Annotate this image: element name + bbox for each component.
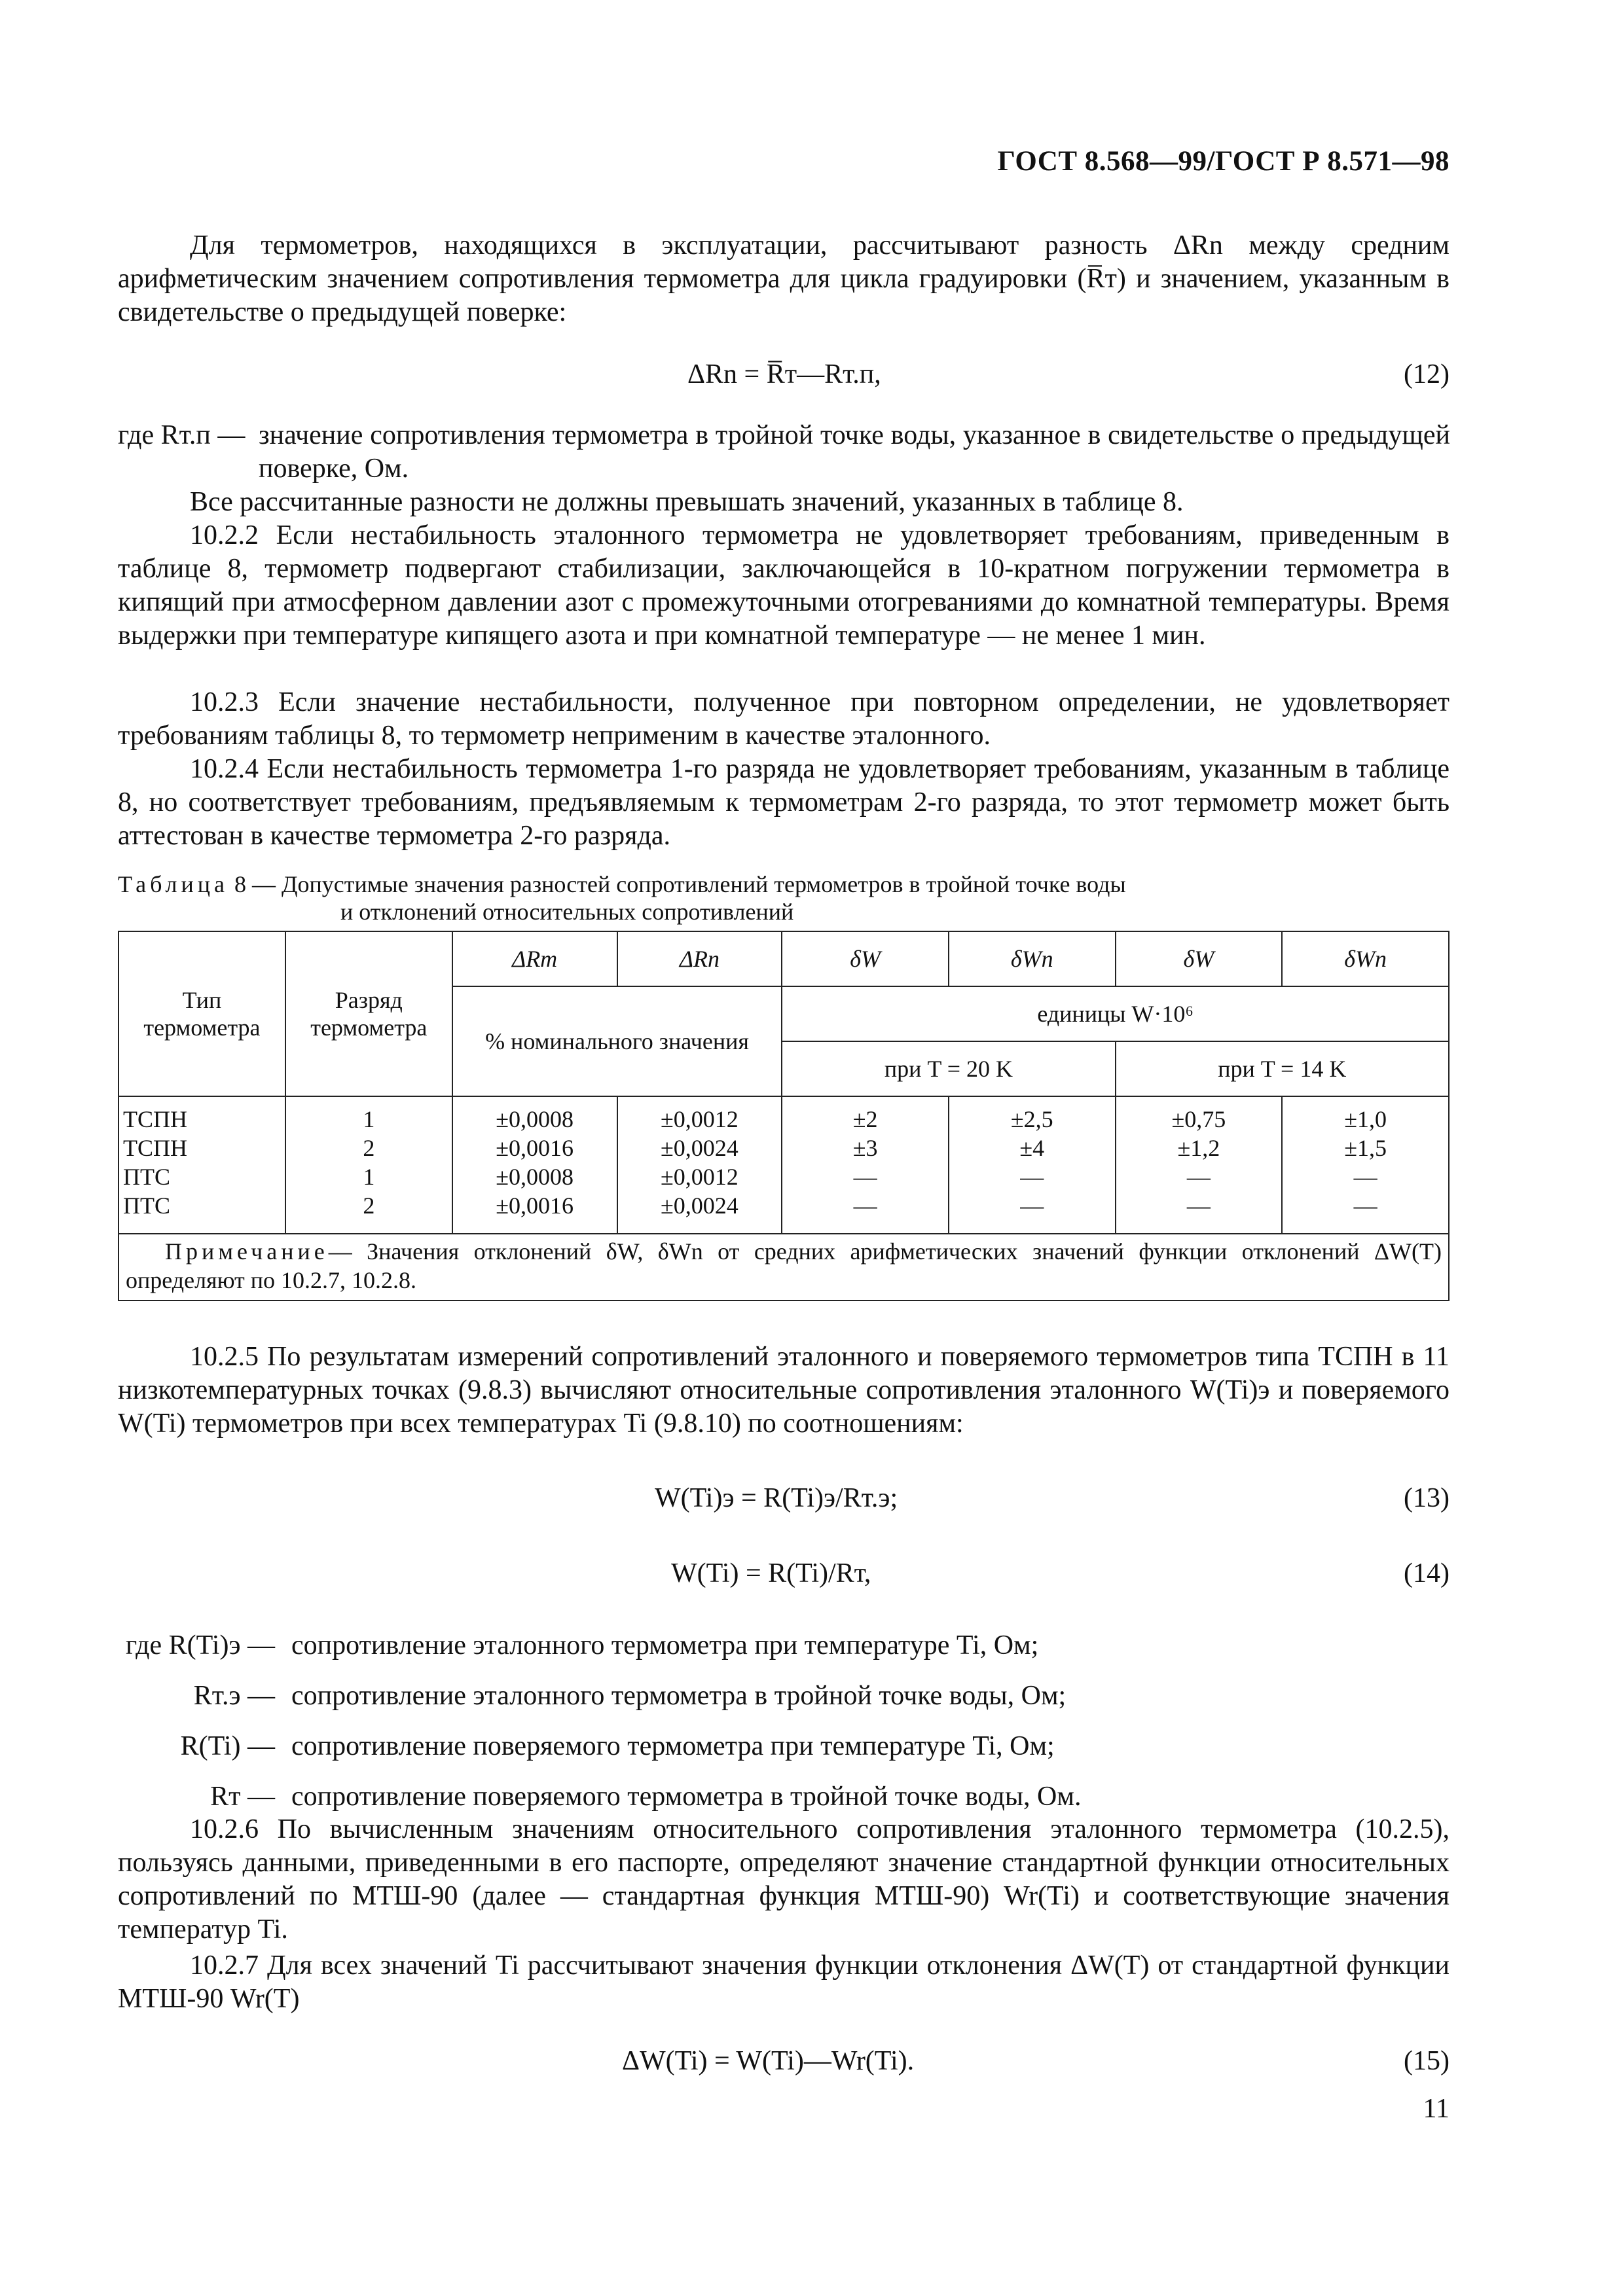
cell: ±0,0024 <box>661 1193 739 1219</box>
equation-number: (14) <box>1404 1558 1450 1588</box>
cell: — <box>1020 1193 1044 1219</box>
cell: 1 <box>363 1106 375 1132</box>
header-t20: при T = 20 K <box>782 1041 1115 1096</box>
col-dW-14 <box>1116 1096 1283 1234</box>
cell: ТСПН <box>123 1106 187 1132</box>
cell: — <box>853 1193 877 1219</box>
cell: 2 <box>363 1135 375 1161</box>
legend-text: сопротивление поверяемого термометра в тройной точке воды, Ом. <box>291 1782 1082 1812</box>
where-text: значение сопротивления термометра в тройной точке воды, указанное в свидетельстве о предыдущей поверке, Ом. <box>259 420 1450 484</box>
col-class <box>285 1096 452 1234</box>
equation-14: W(Ti) = R(Ti)/Rт, <box>671 1558 871 1588</box>
header-dRt: ΔRт <box>452 931 617 986</box>
paragraph: Все рассчитанные разности не должны превышать значений, указанных в таблице 8. <box>190 487 1184 517</box>
legend-label: где R(Ti)э — <box>125 1630 275 1660</box>
table-caption <box>118 870 1126 925</box>
legend-label: R(Ti) — <box>180 1731 275 1761</box>
equation-15: ΔW(Ti) = W(Ti)—Wr(Ti). <box>622 2046 915 2076</box>
col-dRn <box>617 1096 782 1234</box>
cell: — <box>853 1164 877 1190</box>
paragraph-10-2-7: 10.2.7 Для всех значений Ti рассчитывают значения функции отклонения ΔW(T) от стандартной функции МТШ-90 Wr(T) <box>118 1950 1450 2014</box>
header-dW: δW <box>782 931 949 986</box>
col-dWn-14 <box>1282 1096 1449 1234</box>
cell: ±0,0024 <box>661 1135 739 1161</box>
where-label: где Rт.п — <box>118 420 246 450</box>
legend-text: сопротивление эталонного термометра в тройной точке воды, Ом; <box>291 1681 1067 1711</box>
header-type: Тип термометра <box>119 931 285 1096</box>
page-number: 11 <box>1423 2094 1450 2124</box>
header-dW: δW <box>1116 931 1283 986</box>
cell: ±4 <box>1019 1135 1045 1161</box>
equation-number: (15) <box>1404 2046 1450 2076</box>
cell: ±0,0008 <box>496 1106 574 1132</box>
col-dW-20 <box>782 1096 949 1234</box>
paragraph-10-2-4: 10.2.4 Если нестабильность термометра 1-го разряда не удовлетворяет требованиям, указанным в таблице 8, но соответствует требованиям, предъявляемым к термометрам 2-го разряда, то этот термометр может быть аттестован в качестве термометра 2-го разряда. <box>118 754 1450 851</box>
header-t14: при T = 14 K <box>1116 1041 1449 1096</box>
cell: — <box>1353 1193 1377 1219</box>
cell: 2 <box>363 1193 375 1219</box>
cell: ±1,5 <box>1344 1135 1387 1161</box>
legend-label: Rт — <box>210 1782 275 1812</box>
paragraph-10-2-5: 10.2.5 По результатам измерений сопротивлений эталонного и поверяемого термометров типа ТСПН в 11 низкотемпературных точках (9.8.3) вычисляют относительные сопротивления эталонного W(Ti)э и поверяемого W(Ti) термометров при всех температурах Ti (9.8.10) по соотношениям: <box>118 1342 1450 1439</box>
cell: ±0,75 <box>1171 1106 1226 1132</box>
equation-number: (13) <box>1404 1483 1450 1513</box>
header-dWn: δWn <box>949 931 1116 986</box>
cell: ±3 <box>852 1135 878 1161</box>
equation-number: (12) <box>1404 359 1450 389</box>
table-caption-word: Таблица <box>118 871 228 897</box>
cell: ±0,0016 <box>496 1193 574 1219</box>
cell: ±2 <box>852 1106 878 1132</box>
cell: — <box>1186 1164 1211 1190</box>
table-caption-line2: и отклонений относительных сопротивлений <box>340 899 794 925</box>
cell: — <box>1353 1164 1377 1190</box>
cell: ±1,2 <box>1177 1135 1220 1161</box>
cell: ±2,5 <box>1010 1106 1053 1132</box>
header-units: единицы W·10⁶ <box>782 986 1449 1041</box>
cell: ±0,0016 <box>496 1135 574 1161</box>
legend-text: сопротивление поверяемого термометра при температуре Ti, Ом; <box>291 1731 1055 1761</box>
table-caption-line1: 8 — Допустимые значения разностей сопротивлений термометров в тройной точке воды <box>234 871 1126 897</box>
legend-text: сопротивление эталонного термометра при температуре Ti, Ом; <box>291 1630 1039 1660</box>
document-header: ГОСТ 8.568—99/ГОСТ Р 8.571—98 <box>997 146 1450 177</box>
equation-12: ΔRn = R̅т—Rт.п, <box>687 359 881 389</box>
equation-13: W(Ti)э = R(Ti)э/Rт.э; <box>655 1483 898 1513</box>
cell: ±0,0012 <box>661 1164 739 1190</box>
paragraph-10-2-2: 10.2.2 Если нестабильность эталонного термометра не удовлетворяет требованиям, приведенным в таблице 8, термометр подвергают стабилизации, заключающейся в 10-кратном погружении термометра в кипящий при атмосферном давлении азот с промежуточными отогреваниями до комнатной температуры. Время выдержки при температуре кипящего азота и при комнатной температуре — не менее 1 мин. <box>118 520 1450 651</box>
cell: ТСПН <box>123 1135 187 1161</box>
cell: ±0,0008 <box>496 1164 574 1190</box>
paragraph: Для термометров, находящихся в эксплуатации, рассчитывают разность ΔRn между средним арифметическим значением сопротивления термометра для цикла градуировки (R̅т) и значением, указанным в свидетельстве о предыдущей поверке: <box>118 230 1450 327</box>
cell: ±1,0 <box>1344 1106 1387 1132</box>
paragraph-10-2-3: 10.2.3 Если значение нестабильности, полученное при повторном определении, не удовлетворяет требованиям таблицы 8, то термометр неприменим в качестве эталонного. <box>118 687 1450 751</box>
table-note <box>118 1232 1450 1301</box>
header-dRn: ΔRn <box>617 931 782 986</box>
header-percent: % номинального значения <box>452 986 782 1096</box>
table-8 <box>118 931 1450 1234</box>
paragraph-10-2-6: 10.2.6 По вычисленным значениям относительного сопротивления эталонного термометра (10.2.5), пользуясь данными, приведенными в его паспорте, определяют значение стандартной функции относительных сопротивлений по МТШ-90 (далее — стандартная функция МТШ-90) Wr(Ti) и соответствующие значения температур Ti. <box>118 1814 1450 1945</box>
legend-label: Rт.э — <box>193 1681 275 1711</box>
note-word: Примечание <box>165 1238 329 1265</box>
cell: — <box>1186 1193 1211 1219</box>
header-class: Разряд термометра <box>285 931 452 1096</box>
cell: ±0,0012 <box>661 1106 739 1132</box>
col-type <box>119 1096 285 1234</box>
header-dWn: δWn <box>1282 931 1449 986</box>
col-dWn-20 <box>949 1096 1116 1234</box>
cell: 1 <box>363 1164 375 1190</box>
note-text: — Значения отклонений δW, δWn от средних арифметических значений функции отклонений ΔW(T) определяют по 10.2.7, 10.2.8. <box>126 1238 1442 1293</box>
cell: ПТС <box>123 1164 170 1190</box>
cell: — <box>1020 1164 1044 1190</box>
cell: ПТС <box>123 1193 170 1219</box>
col-dRt <box>452 1096 617 1234</box>
